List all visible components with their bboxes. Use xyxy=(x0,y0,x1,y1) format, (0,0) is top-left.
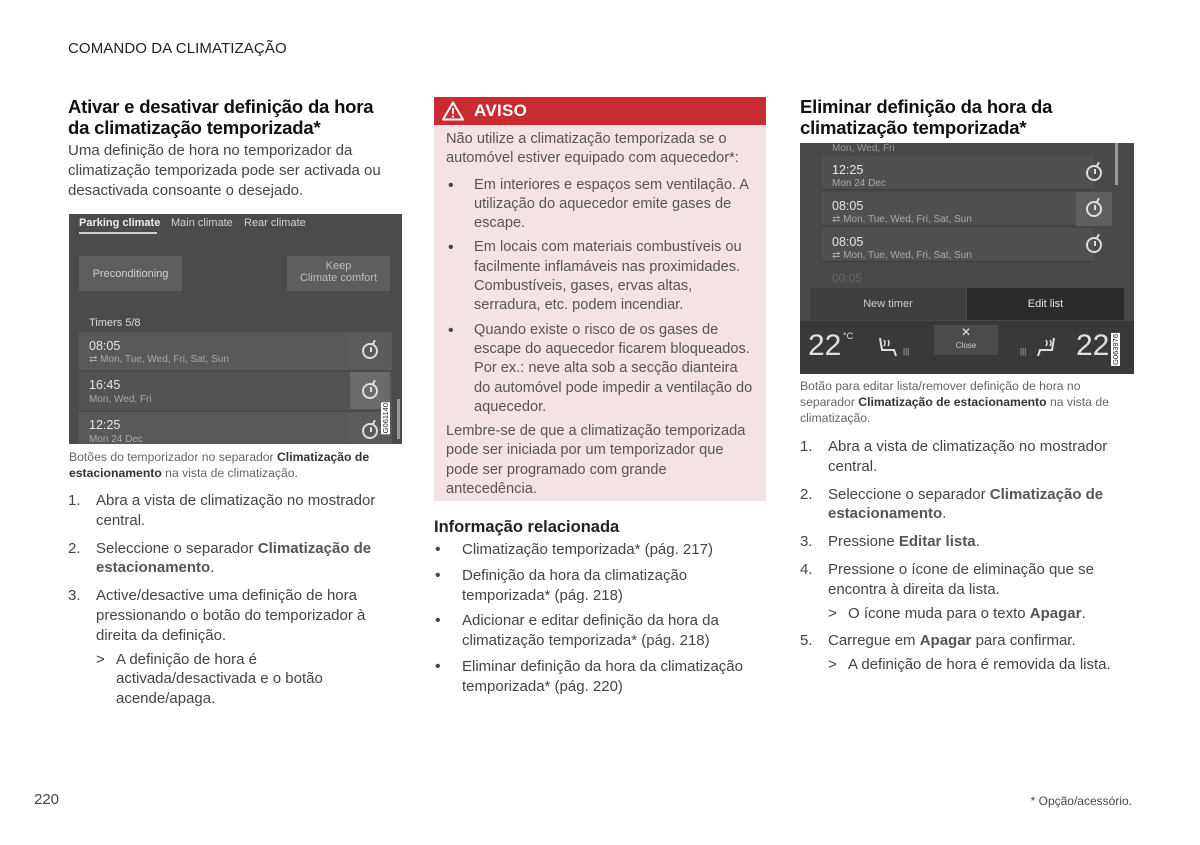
preconditioning-label: Preconditioning xyxy=(92,267,169,280)
timer-delete-button[interactable] xyxy=(1076,228,1112,262)
temp-left[interactable]: 22 xyxy=(808,329,842,362)
warning-triangle-icon xyxy=(442,101,464,121)
edit-list-button[interactable] xyxy=(967,288,1124,320)
timer-toggle-button[interactable] xyxy=(350,332,390,369)
timer-days: ⇄ Mon, Tue, Wed, Fri, Sat, Sun xyxy=(832,250,972,261)
new-timer-button[interactable] xyxy=(810,288,966,320)
related-link[interactable]: • Adicionar e editar definição da hora da climatização temporizada* (pág. 218) xyxy=(434,611,769,651)
step-result: > O ícone muda para o texto Apagar. xyxy=(828,604,1086,622)
step-item: 1. Abra a vista de climatização no mostrador central. xyxy=(800,438,1108,475)
temp-right[interactable]: 22 xyxy=(1076,329,1110,362)
related-link[interactable]: • Definição da hora da climatização temporizada* (pág. 218) xyxy=(434,566,769,606)
close-button[interactable] xyxy=(934,325,998,355)
edit-list-screenshot xyxy=(800,143,1134,374)
timer-days: Mon 24 Dec xyxy=(832,178,886,189)
active-tab-underline xyxy=(79,232,157,234)
warning-bullet: • Em locais com materiais combustíveis ou facilmente inflamáveis nas proximidades. Combustíveis, gases, ervas altas, serradura, etc. podem incendiar. xyxy=(446,238,754,315)
scrollbar xyxy=(1115,143,1118,185)
warning-body xyxy=(434,125,766,499)
step-result: > A definição de hora é activada/desactivada e o botão acende/apaga. xyxy=(96,650,323,708)
edit-list-label: Edit list xyxy=(1027,298,1064,310)
section-header: COMANDO DA CLIMATIZAÇÃO xyxy=(68,40,287,57)
climate-bar xyxy=(800,321,1134,374)
timer-days: Mon, Wed, Fri xyxy=(89,394,152,405)
timer-icon xyxy=(362,343,378,359)
timer-icon xyxy=(1086,165,1102,181)
seat-heat-left-icon[interactable] xyxy=(874,336,900,360)
timer-delete-button[interactable] xyxy=(1076,192,1112,226)
step-item: 1. Abra a vista de climatização no mostrador central. xyxy=(68,492,376,529)
step-item: 5. Carregue em Apagar para confirmar. > A definição de hora é removida da lista. xyxy=(800,631,1135,675)
step-result: > A definição de hora é removida da lista. xyxy=(828,656,1111,674)
scrollbar xyxy=(397,399,400,439)
timer-delete-button[interactable] xyxy=(1076,156,1112,190)
close-icon: × xyxy=(961,324,971,341)
timer-row xyxy=(79,412,392,444)
timer-time: 12:25 xyxy=(89,418,121,432)
steps-list xyxy=(800,437,1135,683)
timer-row xyxy=(822,228,1094,262)
tab-parking-climate: Parking climate xyxy=(79,217,161,229)
warning-bullet: • Quando existe o risco de os gases de escape do aquecedor ficarem bloqueados. Por ex.: neve alta sob a secção dianteira do automóvel pode impedir a ventilação do aquecedor. xyxy=(446,321,754,417)
parking-climate-screenshot xyxy=(69,214,402,444)
figure-caption: Botão para editar lista/remover definição de hora no separador Climatização de estacionamento na vista de climatização. xyxy=(800,379,1109,425)
page-number: 220 xyxy=(34,791,60,808)
keep-label: Keep xyxy=(325,260,352,272)
section-title-delete: Eliminar definição da hora da climatização temporizada* xyxy=(800,96,1053,138)
timer-row xyxy=(79,372,392,410)
preconditioning-button xyxy=(79,256,182,291)
tab-main-climate: Main climate xyxy=(171,217,233,229)
timer-days: ⇄ Mon, Tue, Wed, Fri, Sat, Sun xyxy=(89,354,229,365)
related-link[interactable]: • Climatização temporizada* (pág. 217) xyxy=(434,540,769,560)
timer-days: Mon, Wed, Fri xyxy=(832,143,895,154)
climate-comfort-label: Climate comfort xyxy=(299,272,378,284)
timer-time: 08:05 xyxy=(832,199,864,213)
footnote: * Opção/acessório. xyxy=(1030,794,1132,808)
keep-climate-comfort-button xyxy=(287,256,390,291)
temp-unit: °C xyxy=(843,331,854,341)
timer-time-partial: 00:05 xyxy=(832,271,863,285)
timer-time: 08:05 xyxy=(832,235,864,249)
section-title-activate: Ativar e desativar definição da hora da climatização temporizada* xyxy=(68,96,374,138)
warning-header xyxy=(434,97,766,125)
seat-heat-right-icon[interactable] xyxy=(1034,336,1060,360)
step-item: 3. Pressione Editar lista. xyxy=(800,533,980,551)
timer-time: 12:25 xyxy=(832,163,864,177)
image-code: G061140 xyxy=(381,403,390,434)
timers-count: Timers 5/8 xyxy=(89,317,141,329)
step-item: 2. Seleccione o separador Climatização de estacionamento. xyxy=(68,539,372,577)
intro-paragraph: Uma definição de hora no temporizador da climatização temporizada pode ser activada ou desactivada consoante o desejado. xyxy=(68,142,381,199)
step-item: 2. Seleccione o separador Climatização de estacionamento. xyxy=(800,485,1104,523)
timer-icon xyxy=(1086,201,1102,217)
image-code: G063976 xyxy=(1111,334,1120,365)
timer-icon xyxy=(1086,237,1102,253)
tab-rear-climate: Rear climate xyxy=(244,217,306,229)
warning-intro: Não utilize a climatização temporizada se o automóvel estiver equipado com aquecedor*: xyxy=(446,131,739,167)
timer-row xyxy=(79,332,392,370)
timer-time: 08:05 xyxy=(89,339,121,353)
warning-outro: Lembre-se de que a climatização temporizada pode ser iniciada por um temporizador que pode ser programado com grande antecedência. xyxy=(446,423,746,498)
warning-box xyxy=(434,97,766,501)
figure-caption: Botões do temporizador no separador Climatização de estacionamento na vista de climatização. xyxy=(69,450,370,480)
close-label: Close xyxy=(955,341,977,350)
related-info-title: Informação relacionada xyxy=(434,518,620,536)
warning-title: AVISO xyxy=(474,101,528,120)
new-timer-label: New timer xyxy=(863,298,913,310)
timer-icon xyxy=(362,383,378,399)
timer-days: ⇄ Mon, Tue, Wed, Fri, Sat, Sun xyxy=(832,214,972,225)
related-link[interactable]: • Eliminar definição da hora da climatização temporizada* (pág. 220) xyxy=(434,657,769,697)
timer-row xyxy=(822,156,1094,190)
warning-bullet: • Em interiores e espaços sem ventilação. A utilização do aquecedor emite gases de escape. xyxy=(446,176,754,234)
related-list xyxy=(434,540,769,703)
timer-time: 16:45 xyxy=(89,378,121,392)
timer-row xyxy=(822,192,1094,226)
warning-bullets xyxy=(446,176,754,418)
timer-icon xyxy=(362,423,378,439)
seat-heat-level-left: ||| xyxy=(903,347,910,356)
timer-days: Mon 24 Dec xyxy=(89,434,143,444)
step-item: 4. Pressione o ícone de eliminação que se encontra à direita da lista. > O ícone muda para o texto Apagar. xyxy=(800,560,1135,623)
seat-heat-level-right: ||| xyxy=(1020,347,1027,356)
step-item: 3. Active/desactive uma definição de hora pressionando o botão do temporizador à direita da definição. > A definição de hora é activada/desactivada e o botão acende/apaga. xyxy=(68,586,388,709)
steps-list xyxy=(68,491,388,717)
